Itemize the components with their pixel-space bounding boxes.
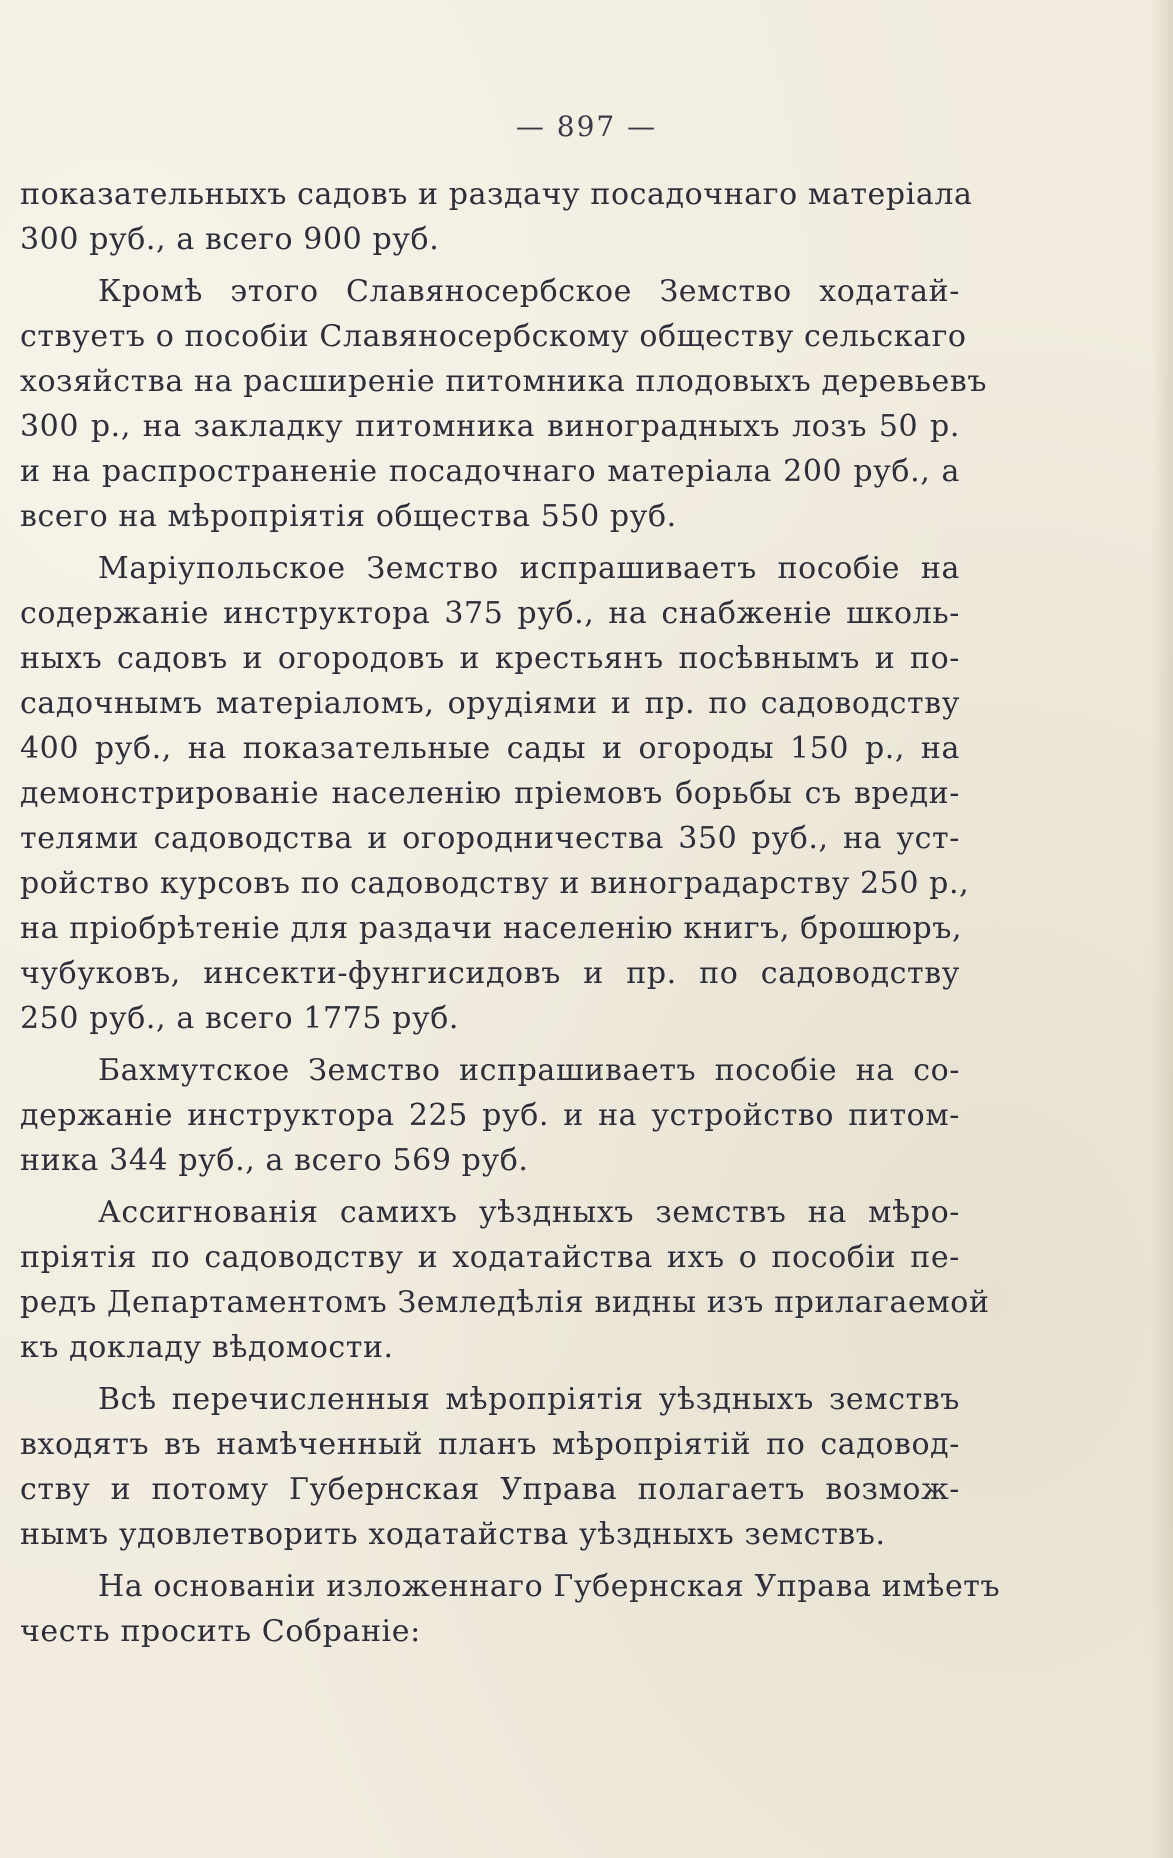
paragraph-conclusion [20,1564,1001,1654]
paragraph-assignments [20,1190,990,1370]
text-line: къ докладу вѣдомости. [20,1330,394,1365]
text-line: показательныхъ садовъ и раздачу посадочнаго матеріала [20,177,973,212]
text-line: ству и потому Губернская Управа полагаетъ возмож- [20,1472,960,1507]
text-line: всего на мѣропріятія общества 550 руб. [20,499,677,534]
page-edge-shadow [1151,0,1173,1858]
paragraph-continuation [20,172,973,262]
text-line: 300 руб., а всего 900 руб. [20,222,440,257]
text-line: входятъ въ намѣченный планъ мѣропріятій по садовод- [20,1427,960,1462]
text-line: Ассигнованія самихъ уѣздныхъ земствъ на мѣро- [98,1195,960,1230]
text-line: 300 р., на закладку питомника виноградныхъ лозъ 50 р. [20,409,960,444]
text-line: ныхъ садовъ и огородовъ и крестьянъ посѣвнымъ и по- [20,641,960,676]
text-line: Всѣ перечисленныя мѣропріятія уѣздныхъ земствъ [98,1382,960,1417]
text-line: На основаніи изложеннаго Губернская Управа имѣетъ [98,1569,1001,1604]
page-number: — 897 — [515,110,658,143]
text-line: садочнымъ матеріаломъ, орудіями и пр. по садоводству [20,686,960,721]
text-line: содержаніе инструктора 375 руб., на снабженіе школь- [20,596,960,631]
paragraph-plan [20,1377,960,1557]
text-line: нымъ удовлетворить ходатайства уѣздныхъ земствъ. [20,1517,886,1552]
text-line: пріятія по садоводству и ходатайства ихъ о пособіи пе- [20,1240,960,1275]
paragraph-bakhmut [20,1048,960,1183]
text-line: телями садоводства и огородничества 350 руб., на уст- [20,821,960,856]
text-line: ройство курсовъ по садоводству и виноградарству 250 р., [20,866,970,901]
text-line: 250 руб., а всего 1775 руб. [20,1001,460,1036]
text-line: и на распространеніе посадочнаго матеріала 200 руб., а [20,454,960,489]
text-line: честь просить Собраніе: [20,1614,421,1649]
text-line: Кромѣ этого Славяносербское Земство ходатай- [98,274,960,309]
text-line: редъ Департаментомъ Земледѣлія видны изъ прилагаемой [20,1285,990,1320]
text-line: Маріупольское Земство испрашиваетъ пособіе на [98,551,960,586]
text-line: 400 руб., на показательные сады и огороды 150 р., на [20,731,960,766]
text-line: чубуковъ, инсекти-фунгисидовъ и пр. по садоводству [20,956,960,991]
text-line: Бахмутское Земство испрашиваетъ пособіе на со- [98,1053,960,1088]
paragraph-slavyanoserbsk [20,269,988,539]
text-line: хозяйства на расширеніе питомника плодовыхъ деревьевъ [20,364,988,399]
paragraph-mariupol [20,546,970,1041]
body-text [20,172,1001,1654]
text-line: на пріобрѣтеніе для раздачи населенію книгъ, брошюръ, [20,911,963,946]
text-line: ствуетъ о пособіи Славяносербскому обществу сельскаго [20,319,967,354]
text-line: ника 344 руб., а всего 569 руб. [20,1143,529,1178]
text-line: держаніе инструктора 225 руб. и на устройство питом- [20,1098,960,1133]
text-line: демонстрированіе населенію пріемовъ борьбы съ вреди- [20,776,960,811]
